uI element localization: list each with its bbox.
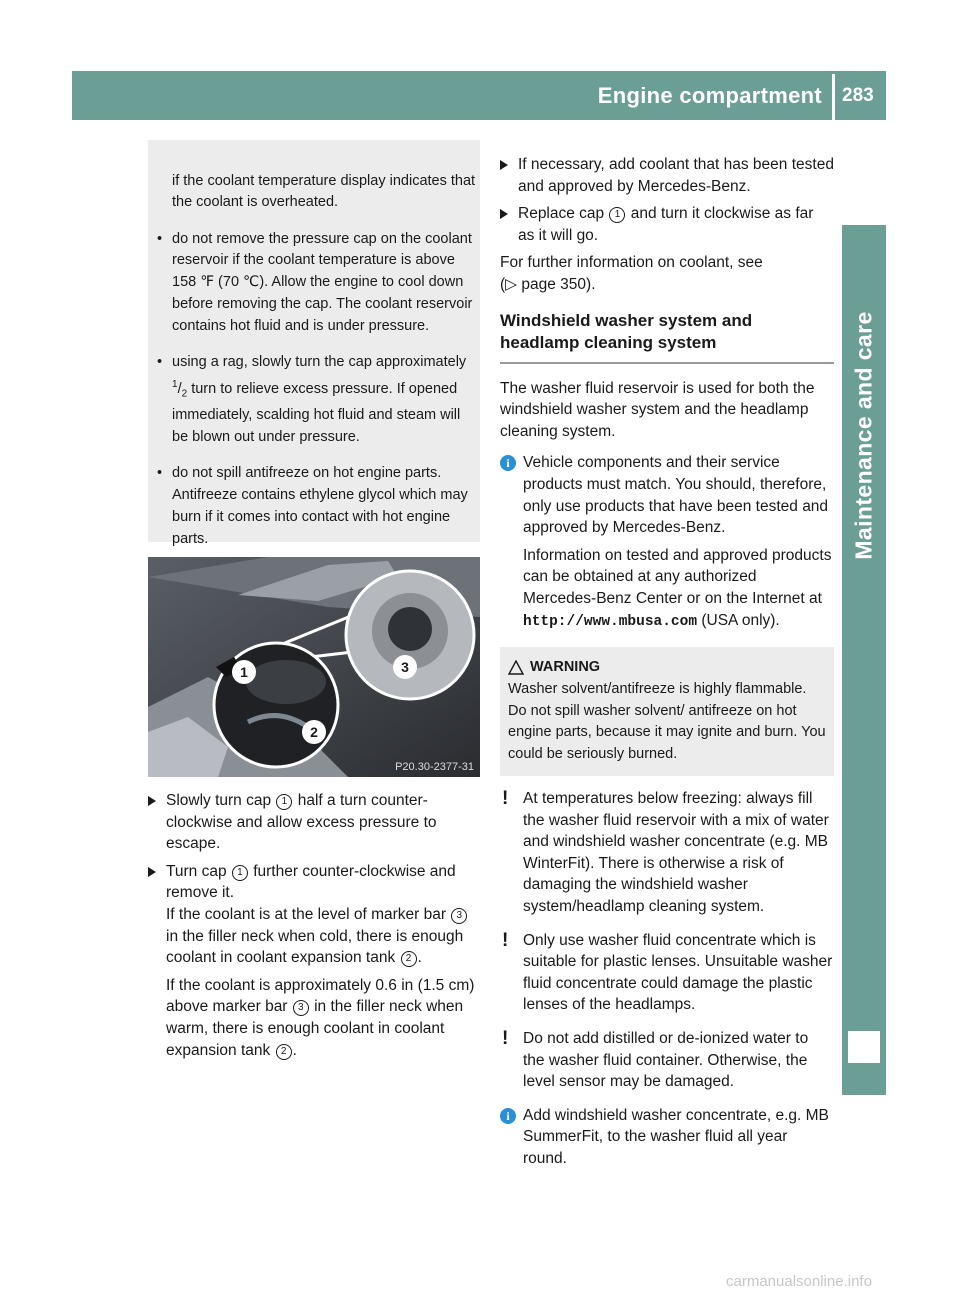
instruction-step: If necessary, add coolant that has been tested and approved by Mercedes-Benz. <box>500 154 834 197</box>
caution-icon: ! <box>502 788 509 810</box>
warning-text: Washer solvent/antifreeze is highly flammable. Do not spill washer solvent/ antifreeze on hot engine parts, because it may ignite and burn. You could be seriously burned. <box>508 680 826 763</box>
header-divider <box>832 74 835 120</box>
caution-icon: ! <box>502 929 509 951</box>
warning-bullet: • do not remove the pressure cap on the coolant reservoir if the coolant temperature is above 158 ℉ (70 ℃). Allow the engine to cool down before removing the cap. The coolant reservoir contains hot fluid and is under pressure. <box>154 229 478 338</box>
instruction-step: Turn cap 1 further counter-clockwise and remove it. If the coolant is at the level of marker bar 3 in the filler neck when cold, there is enough coolant in coolant expansion tank 2 . <box>148 861 482 969</box>
page-title: Engine compartment <box>597 83 822 108</box>
arrow-icon <box>500 209 508 219</box>
heading-rule <box>500 362 834 364</box>
left-instructions <box>148 790 482 1061</box>
caution-icon: ! <box>502 1028 509 1050</box>
washer-warning-box <box>500 647 834 776</box>
warning-triangle-icon <box>508 660 524 675</box>
info-icon: i <box>500 1108 516 1124</box>
engine-illustration <box>148 557 480 777</box>
info-icon: i <box>500 455 516 471</box>
mbusa-link[interactable]: http://www.mbusa.com <box>523 613 698 630</box>
figure-code: P20.30-2377-31 <box>395 761 474 773</box>
engine-figure <box>148 557 480 777</box>
coolant-warning-box <box>148 140 480 547</box>
section-side-label: Maintenance and care <box>850 310 877 560</box>
watermark: carmanualsonline.info <box>726 1273 872 1290</box>
svg-text:3: 3 <box>401 659 409 675</box>
instruction-step: Replace cap 1 and turn it clockwise as far as it will go. <box>500 203 834 246</box>
instruction-step: Slowly turn cap 1 half a turn counter-clockwise and allow excess pressure to escape. <box>148 790 482 855</box>
warning-bullet: • do not spill antifreeze on hot engine parts. Antifreeze contains ethylene glycol which may burn if it comes into contact with hot engine parts. <box>154 463 478 550</box>
info-note: i Add windshield washer concentrate, e.g. MB SummerFit, to the washer fluid all year round. <box>500 1105 834 1170</box>
caution-note: ! At temperatures below freezing: always fill the washer fluid reservoir with a mix of water and windshield washer concentrate (e.g. MB WinterFit). There is otherwise a risk of damaging the windshield washer system/headlamp cleaning system. <box>502 788 829 916</box>
section-heading: Windshield washer system and headlamp cleaning system <box>500 310 834 364</box>
caution-note: ! Do not add distilled or de-ionized water to the washer fluid container. Otherwise, the level sensor may be damaged. <box>502 1028 809 1091</box>
warning-bullet: • using a rag, slowly turn the cap approximately $^1/_2$ turn to relieve excess pressure. If opened immediately, scalding hot fluid and steam will be blown out under pressure. <box>154 352 478 449</box>
right-column <box>500 154 834 1170</box>
svg-text:2: 2 <box>310 724 318 740</box>
intro-text: The washer fluid reservoir is used for both the windshield washer system and the headlamp cleaning system. <box>500 379 815 440</box>
svg-text:1: 1 <box>240 664 248 680</box>
side-tab-marker <box>848 1031 880 1063</box>
caution-note: ! Only use washer fluid concentrate which is suitable for plastic lenses. Unsuitable washer fluid concentrate could damage the plastic lenses of the headlamps. <box>502 929 833 1014</box>
warning-title: WARNING <box>530 659 601 676</box>
instruction-text: If the coolant is approximately 0.6 in (1.5 cm) above marker bar 3 in the filler neck when warm, there is enough coolant in coolant expansion tank 2 . <box>166 976 475 1059</box>
arrow-icon <box>148 796 156 806</box>
warning-line: if the coolant temperature display indicates that the coolant is overheated. <box>172 172 476 211</box>
info-note: i Vehicle components and their service products must match. You should, therefore, only use products that have been tested and approved by Mercedes-Benz. Information on tested and approved products can be obtained at any authorized Mercedes-Benz Center or on the Internet at http://www.mbusa.com (USA only). <box>500 452 834 633</box>
further-info: For further information on coolant, see (▷ page 350). <box>500 254 763 293</box>
page-number: 283 <box>842 85 874 106</box>
arrow-icon <box>500 160 508 170</box>
arrow-icon <box>148 867 156 877</box>
